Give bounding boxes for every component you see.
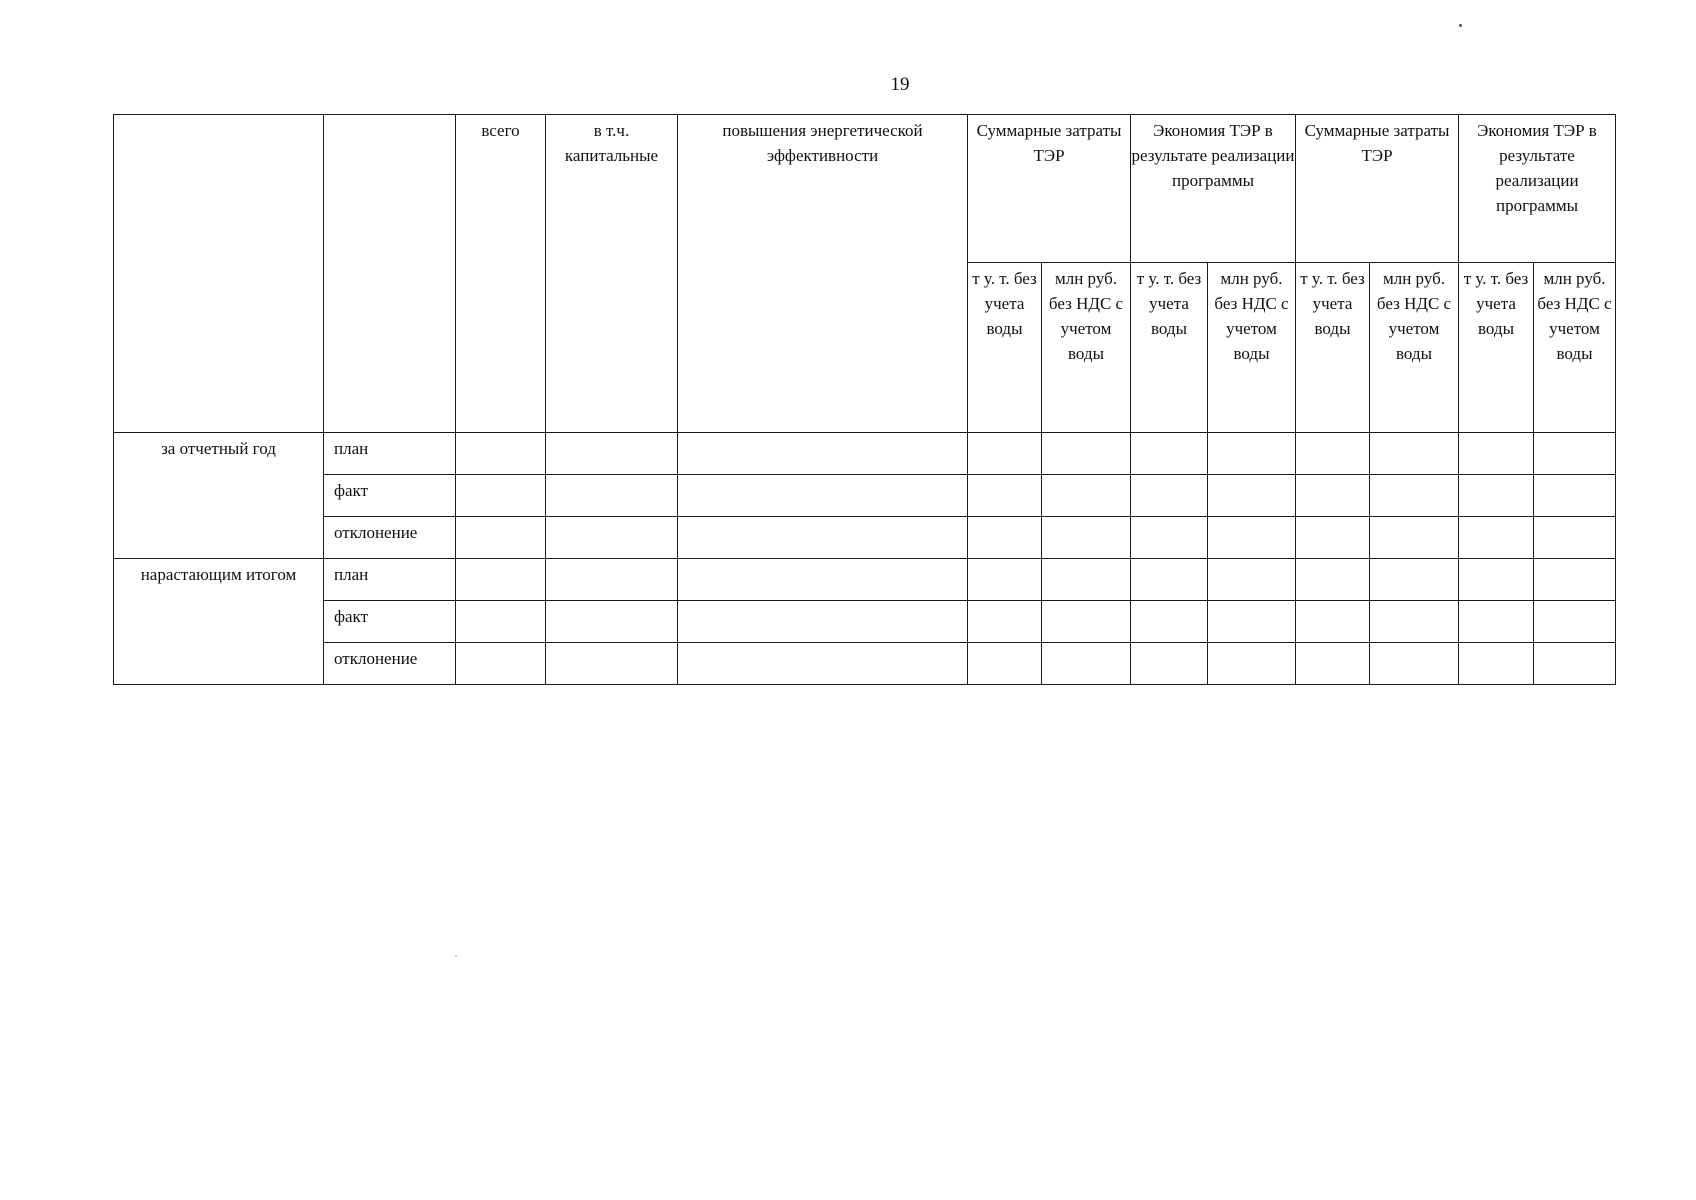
data-cell [546,643,678,685]
data-cell [1042,601,1131,643]
header-cell-fer-savings: Экономия ТЭР в результате реализации программы [1131,115,1296,263]
data-cell [1459,559,1534,601]
data-cell [1370,517,1459,559]
data-cell [546,433,678,475]
data-cell [1131,475,1208,517]
unit-cell-tut: т у. т. без учета воды [1459,263,1534,433]
data-cell [1208,475,1296,517]
data-cell [1042,517,1131,559]
table-row [114,643,1616,685]
data-cell [1534,475,1616,517]
table-row [114,433,1616,475]
header-row-top [114,115,1616,263]
data-cell [678,475,968,517]
header-cell-capital: в т.ч. капитальные [546,115,678,433]
header-cell-empty [114,115,324,433]
data-cell [1534,601,1616,643]
data-cell [1459,643,1534,685]
unit-cell-tut: т у. т. без учета воды [968,263,1042,433]
data-cell [456,559,546,601]
data-cell [1459,475,1534,517]
data-cell [1208,517,1296,559]
page-number: 19 [890,74,910,95]
data-cell [1534,643,1616,685]
row-label-fact: факт [324,475,456,517]
data-cell [1459,433,1534,475]
data-cell [1208,643,1296,685]
data-cell [678,517,968,559]
data-cell [1208,601,1296,643]
data-cell [1042,433,1131,475]
data-cell [1131,601,1208,643]
data-cell [1208,559,1296,601]
unit-cell-mln-rub: млн руб. без НДС с учетом воды [1208,263,1296,433]
row-label-plan: план [324,559,456,601]
data-cell [1534,433,1616,475]
group-label-cumulative: нарастающим итогом [114,559,324,685]
group-label-reporting-year: за отчетный год [114,433,324,559]
data-cell [678,559,968,601]
data-cell [1131,517,1208,559]
data-cell [678,601,968,643]
data-cell [1208,433,1296,475]
data-cell [1131,433,1208,475]
data-cell [968,475,1042,517]
scan-artifact-dot [455,955,457,957]
header-cell-total-fer-costs: Суммарные затраты ТЭР [1296,115,1459,263]
data-cell [1534,559,1616,601]
data-cell [1370,559,1459,601]
data-cell [1042,559,1131,601]
table-row [114,517,1616,559]
row-label-fact: факт [324,601,456,643]
data-cell [1131,643,1208,685]
data-cell [968,559,1042,601]
data-cell [546,559,678,601]
data-cell [968,433,1042,475]
scan-artifact-dot [1459,24,1462,27]
data-cell [968,517,1042,559]
data-cell [546,517,678,559]
data-cell [1042,475,1131,517]
data-cell [1296,643,1370,685]
unit-cell-tut: т у. т. без учета воды [1296,263,1370,433]
row-label-deviation: отклонение [324,643,456,685]
data-cell [678,433,968,475]
data-cell [1131,559,1208,601]
table-row [114,475,1616,517]
data-cell [1296,433,1370,475]
data-cell [546,601,678,643]
data-cell [1370,601,1459,643]
data-cell [1370,433,1459,475]
unit-cell-mln-rub: млн руб. без НДС с учетом воды [1042,263,1131,433]
data-cell [1296,559,1370,601]
unit-cell-tut: т у. т. без учета воды [1131,263,1208,433]
data-cell [1534,517,1616,559]
header-cell-total: всего [456,115,546,433]
data-cell [456,433,546,475]
data-cell [678,643,968,685]
data-cell [1370,475,1459,517]
energy-efficiency-report-table [113,114,1616,685]
data-cell [546,475,678,517]
data-cell [456,517,546,559]
header-cell-fer-savings: Экономия ТЭР в результате реализации программы [1459,115,1616,263]
data-cell [1296,601,1370,643]
data-cell [1459,601,1534,643]
data-cell [1042,643,1131,685]
data-cell [968,601,1042,643]
row-label-deviation: отклонение [324,517,456,559]
data-cell [1459,517,1534,559]
data-cell [1296,517,1370,559]
header-cell-empty [324,115,456,433]
data-cell [1370,643,1459,685]
header-cell-total-fer-costs: Суммарные затраты ТЭР [968,115,1131,263]
unit-cell-mln-rub: млн руб. без НДС с учетом воды [1534,263,1616,433]
data-cell [456,601,546,643]
data-cell [1296,475,1370,517]
row-label-plan: план [324,433,456,475]
header-cell-energy-efficiency: повышения энергетической эффективности [678,115,968,433]
table-row [114,601,1616,643]
table-row [114,559,1616,601]
data-cell [968,643,1042,685]
data-cell [456,475,546,517]
data-cell [456,643,546,685]
unit-cell-mln-rub: млн руб. без НДС с учетом воды [1370,263,1459,433]
